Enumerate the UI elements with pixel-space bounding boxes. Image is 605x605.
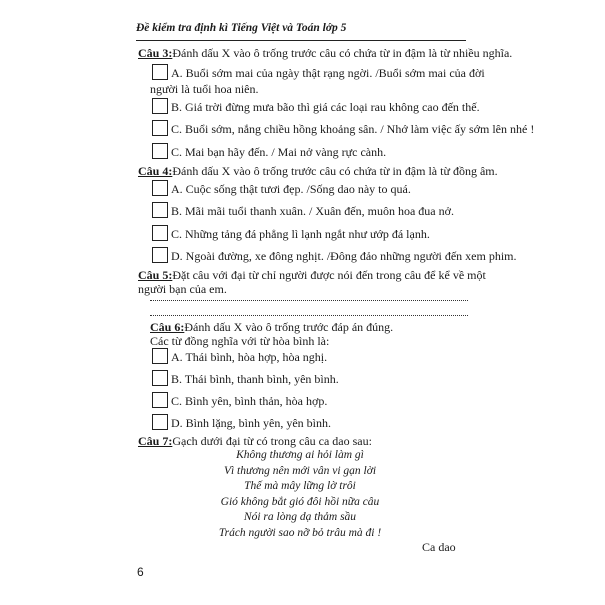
option-text: C. Buổi sớm, nắng chiều hồng khoảng sân. / Nhớ làm việc ấy sớm lên nhé ! [171, 122, 535, 136]
poem-line: Gió không bắt gió đôi hồi nữa câu [220, 496, 380, 508]
question-label: Câu 5: [138, 268, 173, 282]
question-label: Câu 7: [138, 434, 173, 448]
question-prompt: Gạch dưới đại từ có trong câu ca dao sau: [172, 434, 372, 448]
question-5 [138, 268, 486, 282]
page-header: Đề kiểm tra định kì Tiếng Việt và Toán lớp 5 [136, 22, 347, 34]
option-text: A. Thái bình, hòa hợp, hòa nghị. [171, 350, 328, 364]
option-text: B. Thái bình, thanh bình, yên bình. [171, 372, 339, 386]
checkbox[interactable] [152, 120, 168, 136]
checkbox[interactable] [152, 370, 168, 386]
page-number: 6 [137, 565, 144, 579]
checkbox[interactable] [152, 225, 168, 241]
question-prompt: Đánh dấu X vào ô trống trước câu có chứa từ in đậm là từ đồng âm. [172, 164, 498, 178]
checkbox[interactable] [152, 180, 168, 196]
answer-line[interactable] [150, 300, 468, 301]
option-text: C. Mai bạn hãy đến. / Mai nở vàng rực cành. [171, 145, 387, 159]
question-prompt: Đánh dấu X vào ô trống trước câu có chứa từ in đậm là từ nhiều nghĩa. [172, 46, 513, 60]
option-text: A. Buổi sớm mai của ngày thật rạng ngời. /Buổi sớm mai của đời [171, 66, 485, 80]
question-label: Câu 3: [138, 46, 173, 60]
answer-line[interactable] [150, 315, 468, 316]
checkbox[interactable] [152, 348, 168, 364]
checkbox[interactable] [152, 64, 168, 80]
header-rule [136, 40, 466, 41]
question-prompt: Đặt câu với đại từ chỉ người được nói đến trong câu để kể về một [172, 268, 486, 282]
option-text: D. Ngoài đường, xe đông nghịt. /Đông đảo những người đến xem phim. [171, 249, 517, 263]
question-7 [138, 434, 372, 448]
checkbox[interactable] [152, 247, 168, 263]
question-sub-prompt: Các từ đồng nghĩa với từ hòa bình là: [150, 334, 330, 348]
option-text: B. Mãi mãi tuổi thanh xuân. / Xuân đến, muôn hoa đua nở. [171, 204, 454, 218]
poem-line: Trách người sao nỡ bỏ trâu mà đi ! [218, 527, 382, 539]
poem-line: Nói ra lòng dạ thảm sầu [243, 511, 357, 523]
checkbox[interactable] [152, 143, 168, 159]
checkbox[interactable] [152, 202, 168, 218]
question-6 [150, 320, 393, 334]
poem-source: Ca dao [422, 540, 456, 554]
poem-line: Không thương ai hỏi làm gì [236, 449, 364, 461]
question-prompt-continued: người bạn của em. [138, 282, 227, 296]
question-prompt: Đánh dấu X vào ô trống trước đáp án đúng. [184, 320, 394, 334]
option-text: B. Giá trời đừng mưa bão thì giá các loại rau không cao đến thế. [171, 100, 480, 114]
checkbox[interactable] [152, 414, 168, 430]
checkbox[interactable] [152, 98, 168, 114]
poem-line: Thế mà mây lững lờ trôi [244, 480, 356, 492]
question-label: Câu 6: [150, 320, 185, 334]
question-3 [138, 46, 512, 60]
option-text: C. Những tảng đá phẳng lì lạnh ngắt như ướp đá lạnh. [171, 227, 430, 241]
option-text: A. Cuộc sống thật tươi đẹp. /Sống dao này to quá. [171, 182, 411, 196]
option-text-continued: người là tuổi hoa niên. [150, 82, 259, 96]
checkbox[interactable] [152, 392, 168, 408]
option-text: C. Bình yên, bình thản, hòa hợp. [171, 394, 328, 408]
option-text: D. Bình lặng, bình yên, yên bình. [171, 416, 331, 430]
question-4 [138, 164, 498, 178]
question-label: Câu 4: [138, 164, 173, 178]
poem-line: Vì thương nên mới vân vi gạn lời [223, 465, 377, 477]
